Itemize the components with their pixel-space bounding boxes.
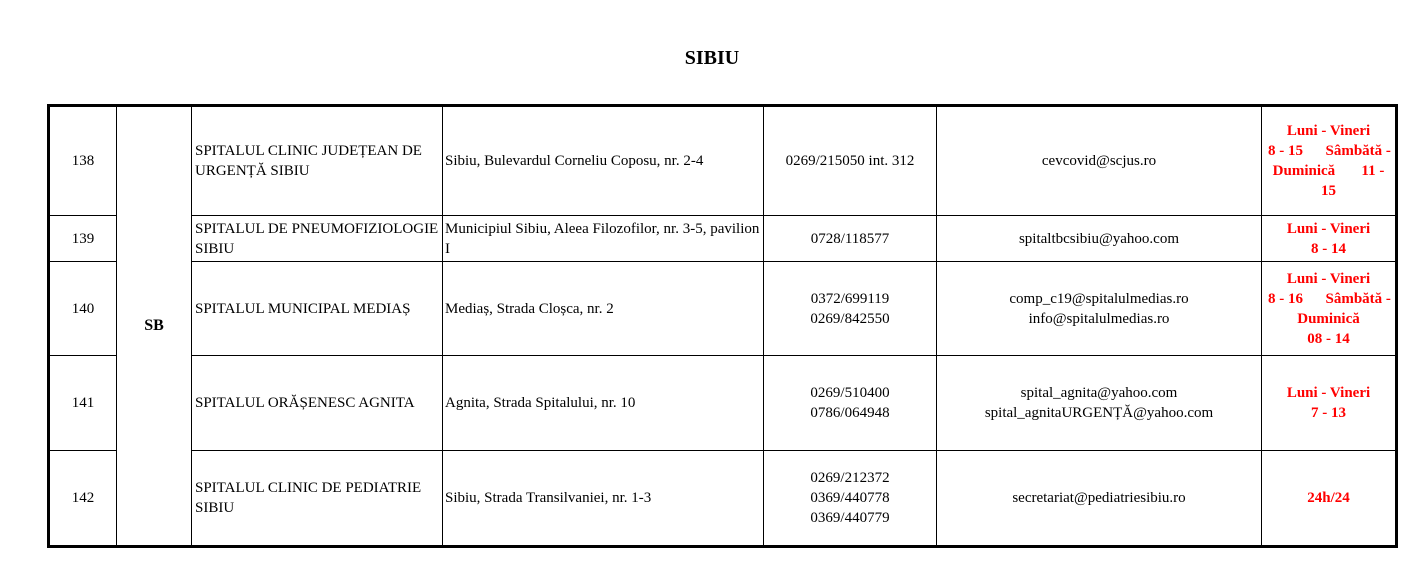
phone-number: 0269/842550 (810, 310, 890, 327)
row-number: 140 (49, 262, 117, 356)
schedule-line: 7 - 13 (1311, 405, 1346, 421)
schedule-line: Duminică (1297, 310, 1360, 327)
schedule-line: Luni - Vineri (1286, 385, 1371, 401)
table-row (49, 106, 1397, 216)
email-address[interactable]: secretariat@pediatriesibiu.ro (1012, 490, 1186, 506)
row-number: 142 (49, 451, 117, 547)
schedule-line: Duminică 11 - (1272, 163, 1385, 179)
phone-number: 0269/212372 (810, 470, 890, 486)
hospital-address: Sibiu, Bulevardul Corneliu Coposu, nr. 2-4 (443, 106, 764, 216)
email-address[interactable]: spital_agnita@yahoo.com (1020, 385, 1178, 401)
schedule-line: 15 (1321, 183, 1336, 199)
email-cell (937, 356, 1262, 451)
hospital-address: Agnita, Strada Spitalului, nr. 10 (443, 356, 764, 451)
email-cell (937, 451, 1262, 547)
schedule-cell (1262, 356, 1397, 451)
row-number: 141 (49, 356, 117, 451)
phone-number: 0269/510400 (810, 385, 890, 401)
table-row (49, 216, 1397, 262)
hospital-name: SPITALUL ORĂȘENESC AGNITA (192, 356, 443, 451)
hospital-address: Sibiu, Strada Transilvaniei, nr. 1-3 (443, 451, 764, 547)
email-address[interactable]: spitaltbcsibiu@yahoo.com (1018, 230, 1180, 247)
hospital-name: SPITALUL DE PNEUMOFIZIOLOGIE SIBIU (192, 216, 443, 262)
schedule-line: 08 - 14 (1307, 330, 1350, 347)
hospital-address: Municipiul Sibiu, Aleea Filozofilor, nr. 3-5, pavilion I (443, 216, 764, 262)
schedule-cell (1262, 106, 1397, 216)
schedule-line: 8 - 14 (1311, 240, 1346, 257)
phone-number: 0269/215050 int. 312 (785, 153, 915, 169)
schedule-line: 8 - 15 Sâmbătă - (1268, 143, 1391, 159)
email-address[interactable]: cevcovid@scjus.ro (1041, 153, 1157, 169)
schedule-cell (1262, 262, 1397, 356)
phone-number: 0369/440778 (810, 490, 890, 506)
schedule-line: 24h/24 (1307, 490, 1350, 506)
page-title: SIBIU (684, 47, 740, 69)
schedule-line: Luni - Vineri (1286, 123, 1371, 139)
phone-cell (764, 356, 937, 451)
email-address[interactable]: spital_agnitaURGENȚĂ@yahoo.com (984, 405, 1214, 421)
phone-cell (764, 216, 937, 262)
email-cell (937, 106, 1262, 216)
county-code: SB (117, 106, 192, 547)
schedule-cell (1262, 451, 1397, 547)
table-row (49, 356, 1397, 451)
email-cell (937, 216, 1262, 262)
email-address[interactable]: comp_c19@spitalulmedias.ro (1009, 290, 1189, 307)
phone-number: 0728/118577 (810, 230, 890, 247)
hospital-name: SPITALUL CLINIC DE PEDIATRIE SIBIU (192, 451, 443, 547)
schedule-line: 8 - 16 Sâmbătă - (1268, 290, 1391, 307)
row-number: 139 (49, 216, 117, 262)
phone-number: 0369/440779 (810, 510, 890, 526)
hospital-table (47, 104, 1398, 548)
hospital-name: SPITALUL MUNICIPAL MEDIAȘ (192, 262, 443, 356)
hospital-address: Mediaș, Strada Cloșca, nr. 2 (443, 262, 764, 356)
table-row (49, 262, 1397, 356)
phone-cell (764, 106, 937, 216)
row-number: 138 (49, 106, 117, 216)
phone-cell (764, 451, 937, 547)
schedule-cell (1262, 216, 1397, 262)
hospital-name: SPITALUL CLINIC JUDEȚEAN DE URGENȚĂ SIBIU (192, 106, 443, 216)
email-address[interactable]: info@spitalulmedias.ro (1028, 310, 1170, 327)
phone-number: 0372/699119 (810, 290, 890, 307)
email-cell (937, 262, 1262, 356)
schedule-line: Luni - Vineri (1286, 270, 1371, 287)
phone-number: 0786/064948 (810, 405, 890, 421)
phone-cell (764, 262, 937, 356)
table-row (49, 451, 1397, 547)
schedule-line: Luni - Vineri (1286, 220, 1371, 237)
